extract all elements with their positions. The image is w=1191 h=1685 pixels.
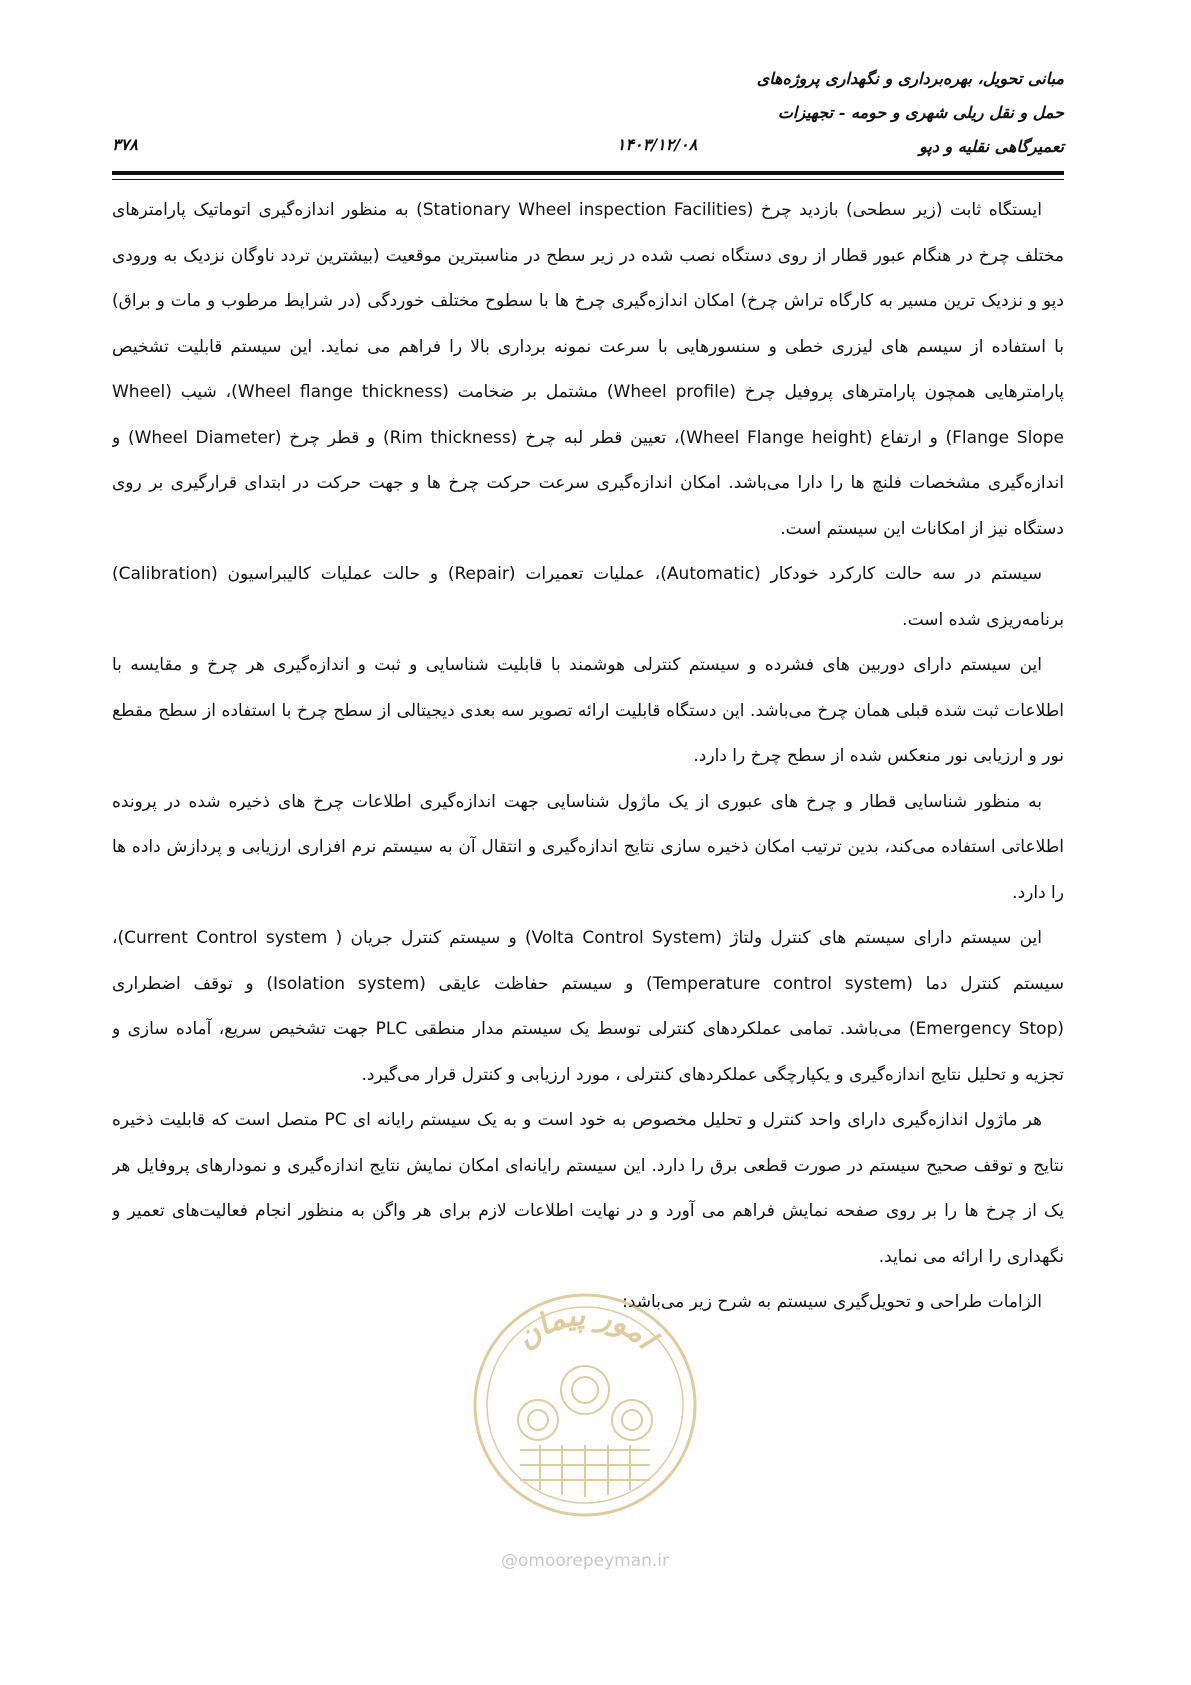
svg-text:امور پیمان: امور پیمان [509, 1297, 663, 1357]
paragraph: این سیستم دارای سیستم های کنترل ولتاژ (Volta Control System) و سیستم کنترل جریان ( Current Control system)، سیستم کنترل دما (Temperature control system) و سیستم حفاظت عایقی (Isolation system) و توقف اضطراری (Emergency Stop) می‌باشد. تمامی عملکردهای کنترلی توسط یک سیستم مدار منطقی PLC جهت تشخیص سریع، آماده سازی و تجزیه و تحلیل نتایج اندازه‌گیری و یکپارچگی عملکردهای کنترلی ، مورد ارزیابی و کنترل قرار می‌گیرد. [112, 928, 1064, 1085]
paragraph: به منظور شناسایی قطار و چرخ های عبوری از یک ماژول شناسایی جهت اندازه‌گیری اطلاعات چرخ های ذخیره شده در پرونده اطلاعاتی استفاده می‌کند، بدین ترتیب امکان ذخیره سازی نتایج اندازه‌گیری و انتقال آن به سیستم نرم افزاری ارزیابی و پردازش داده ها را دارد. [112, 791, 1064, 903]
header-title-line: مبانی تحویل، بهره‌برداری و نگهداری پروژه‌های [756, 69, 1064, 88]
paragraph: الزامات طراحی و تحویل‌گیری سیستم به شرح زیر می‌باشد: [622, 1292, 1042, 1312]
page-header [112, 62, 1064, 170]
paragraph: سیستم در سه حالت کارکرد خودکار (Automatic)، عملیات تعمیرات (Repair) و حالت عملیات کالیبراسیون (Calibration) برنامه‌ریزی شده است. [112, 564, 1064, 630]
header-title-line: تعمیرگاهی نقلیه و دپو [919, 137, 1064, 156]
watermark [460, 1255, 710, 1585]
header-rule-thick [112, 171, 1064, 175]
paragraph: ایستگاه ثابت (زیر سطحی) بازدید چرخ (Stationary Wheel inspection Facilities) به منظور اندازه‌گیری اتوماتیک پارامترهای مختلف چرخ در هنگام عبور قطار از روی دستگاه نصب شده در زیر سطح در مناسبترین موقعیت (بیشترین تردد ناوگان نزدیک به ورودی دپو و نزدیک ترین مسیر به کارگاه تراش چرخ) امکان اندازه‌گیری چرخ ها با سطوح مختلف خوردگی (در شرایط مرطوب و مات و براق) با استفاده از سیسم های لیزری خطی و سنسورهایی با سرعت نمونه برداری بالا را فراهم می نماید. این سیستم قابلیت تشخیص پارامترهایی همچون پارامترهای پروفیل چرخ (Wheel profile) مشتمل بر ضخامت (Wheel flange thickness)، شیب (Wheel Flange Slope) و ارتفاع (Wheel Flange height)، تعیین قطر لبه چرخ (Rim thickness) و قطر چرخ (Wheel Diameter) و اندازه‌گیری مشخصات فلنچ ها را دارا می‌باشد. امکان اندازه‌گیری سرعت حرکت چرخ ها و جهت حرکت در ابتدای قرارگیری بر روی دستگاه نیز از امکانات این سیستم است. [112, 200, 1064, 539]
watermark-url: @omoorepeyman.ir [500, 1551, 670, 1571]
paragraph: این سیستم دارای دوربین های فشرده و سیستم کنترلی هوشمند با قابلیت شناسایی و ثبت و اندازه‌گیری هر چرخ و مقایسه با اطلاعات ثبت شده قبلی همان چرخ می‌باشد. این دستگاه قابلیت ارائه تصویر سه بعدی دیجیتالی از سطح چرخ با استفاده از سطح مقطع نور و ارزیابی نور منعکس شده از سطح چرخ را دارد. [112, 655, 1064, 766]
header-rule-thin [112, 179, 1064, 180]
header-date: ۱۴۰۳/۱۲/۰۸ [616, 135, 698, 154]
body-text [112, 188, 1064, 1408]
watermark-logo-icon [460, 1255, 710, 1545]
page-number: ۳۷۸ [112, 135, 138, 154]
paragraph: هر ماژول اندازه‌گیری دارای واحد کنترل و تحلیل مخصوص به خود است و به یک سیستم رایانه ای PC متصل است که قابلیت ذخیره نتایج و توقف صحیح سیستم در صورت قطعی برق را دارد. این سیستم رایانه‌ای امکان نمایش نتایج اندازه‌گیری و نمودارهای پروفایل هر یک از چرخ ها را بر روی صفحه نمایش فراهم می آورد و در نهایت اطلاعات لازم برای هر واگن به منظور انجام فعالیت‌های تعمیر و نگهداری را ارائه می نماید. [112, 1110, 1064, 1267]
header-title-line: حمل و نقل ریلی شهری و حومه - تجهیزات [777, 103, 1064, 122]
